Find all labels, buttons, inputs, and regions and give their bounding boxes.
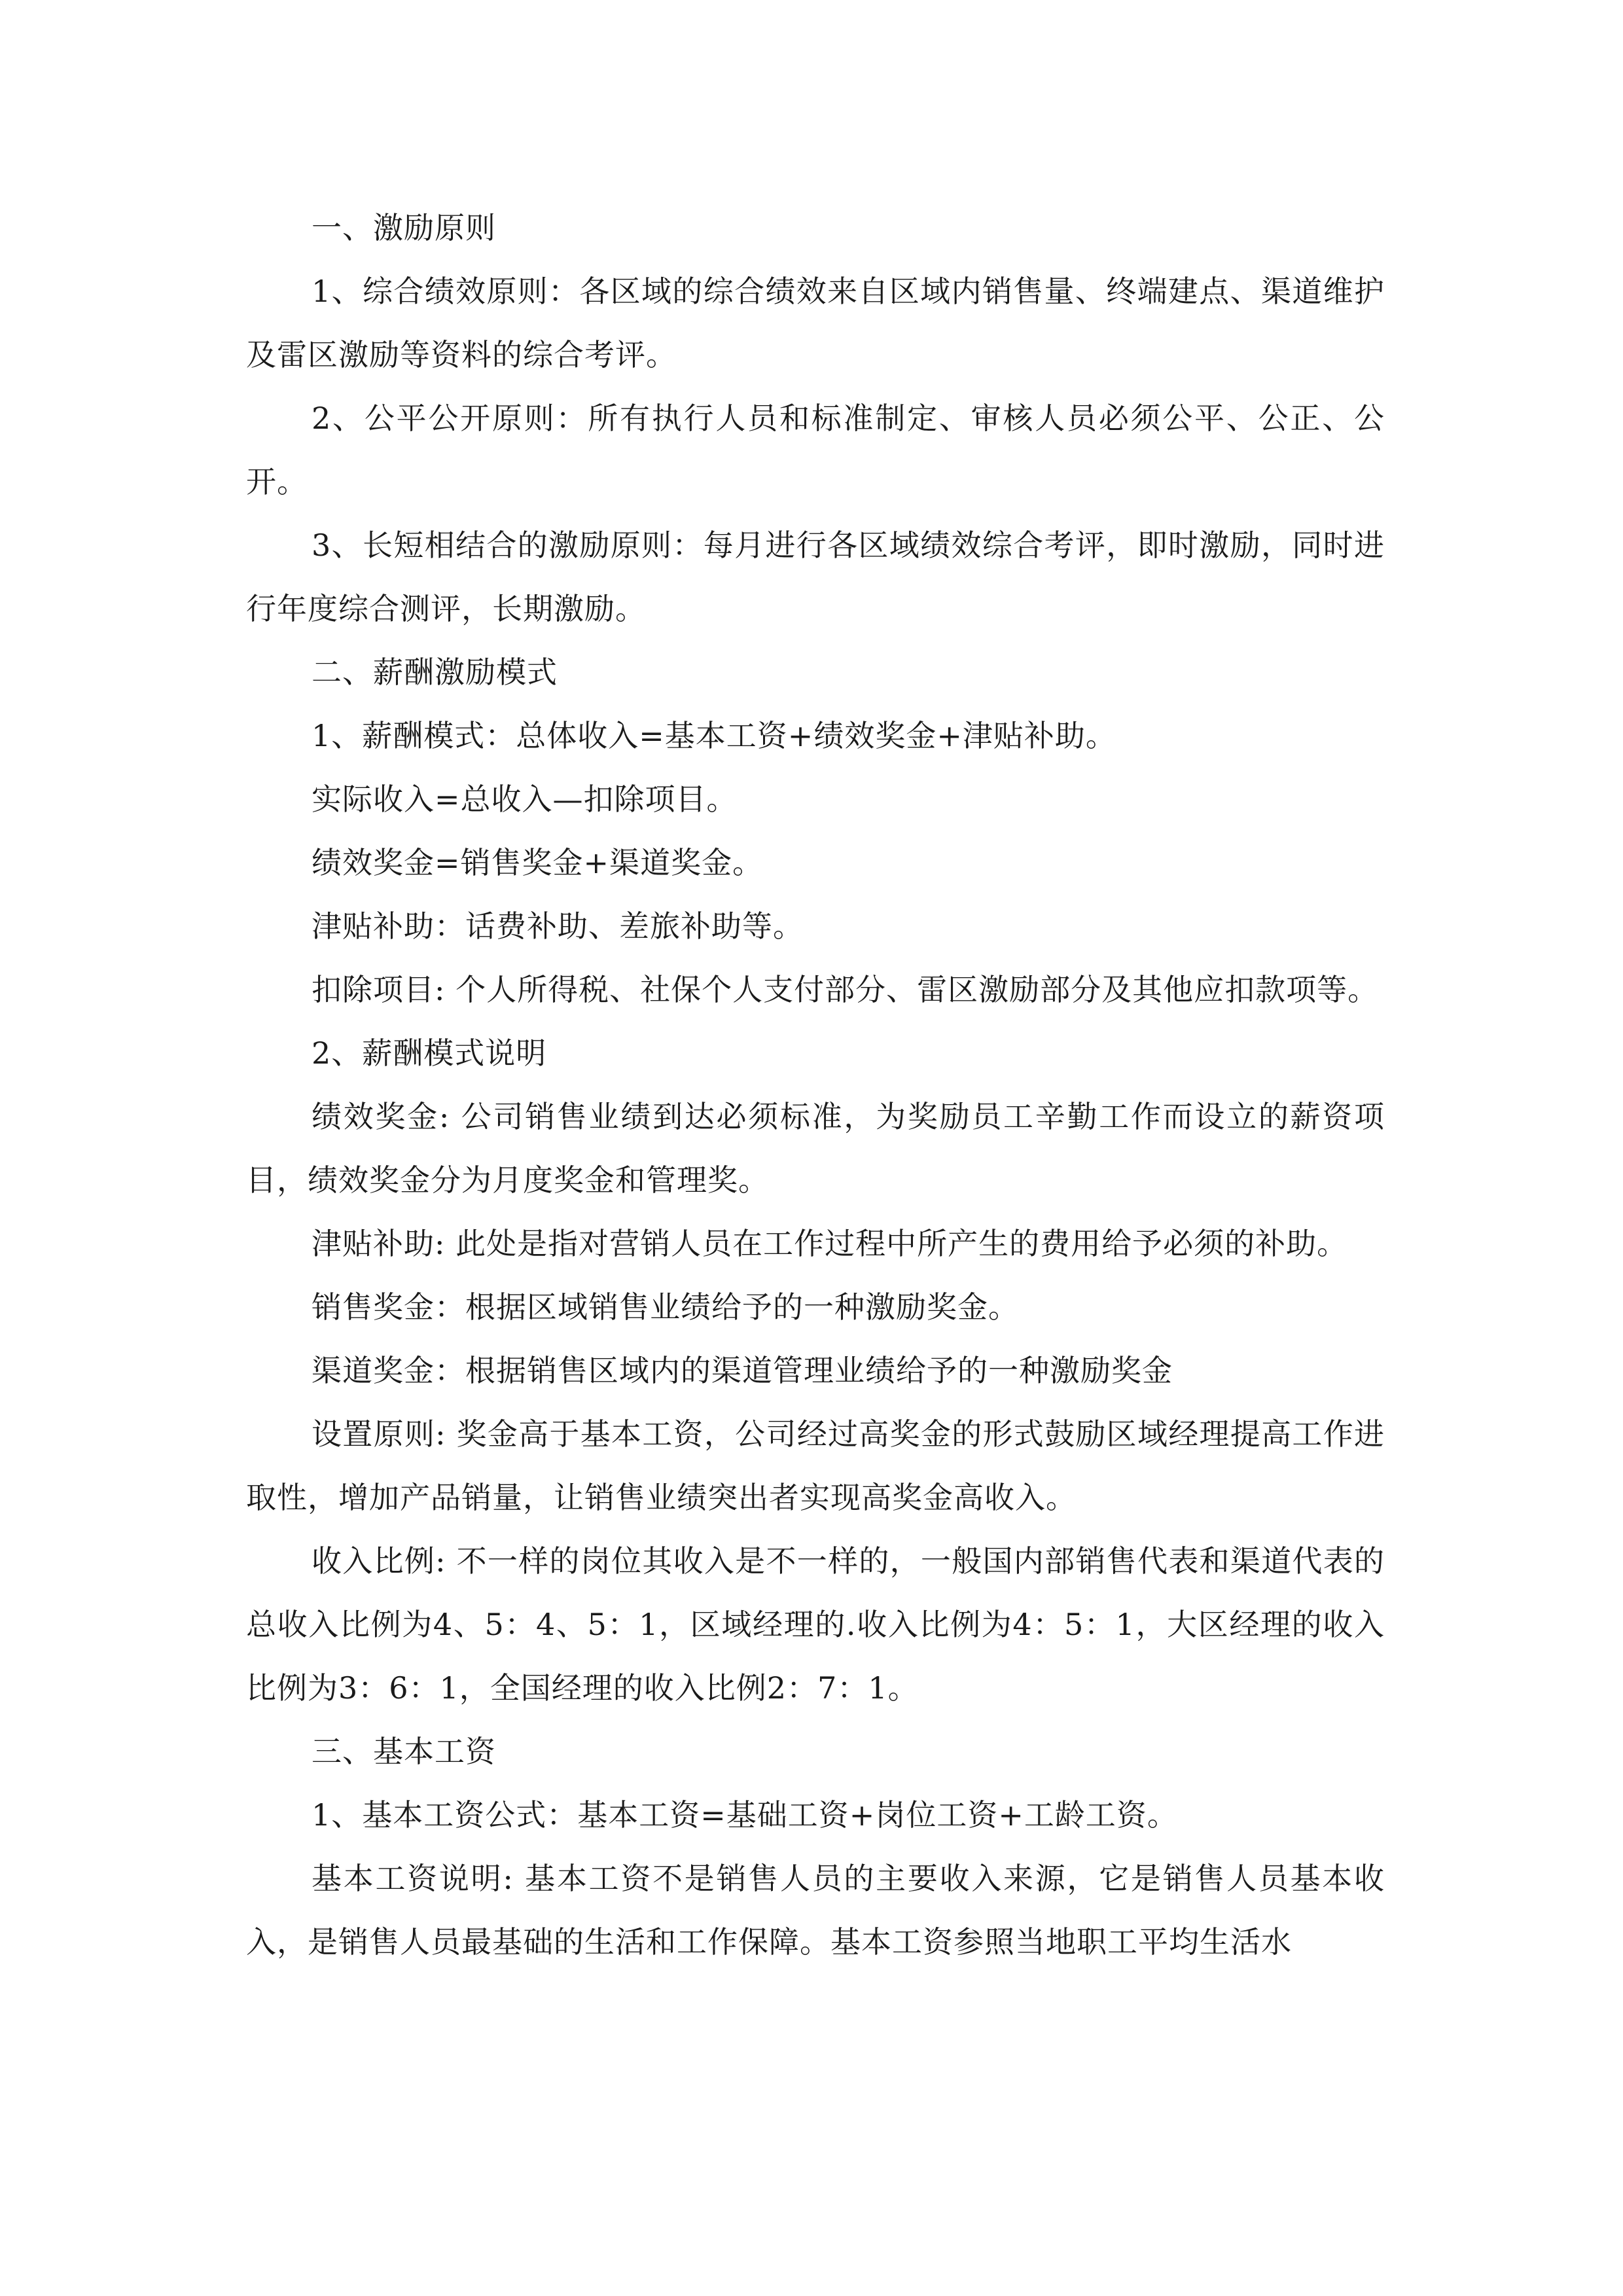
paragraph-long-short-term: 3、长短相结合的激励原则：每月进行各区域绩效综合考评，即时激励，同时进行年度综合测评，长期激励。	[246, 528, 1385, 626]
section-heading-incentive-principles: 一、激励原则	[312, 210, 496, 245]
paragraph-allowance-explanation: 津贴补助: 此处是指对营销人员在工作过程中所产生的费用给予必须的补助。	[312, 1226, 1348, 1261]
paragraph-comprehensive-performance: 1、综合绩效原则：各区域的综合绩效来自区域内销售量、终端建点、渠道维护及雷区激励等资料的综合考评。	[246, 274, 1385, 372]
paragraph-basic-salary-formula: 1、基本工资公式：基本工资=基础工资+岗位工资+工龄工资。	[312, 1797, 1178, 1833]
paragraph-performance-bonus-formula: 绩效奖金=销售奖金+渠道奖金。	[312, 845, 764, 880]
paragraph-deductions: 扣除项目: 个人所得税、社保个人支付部分、雷区激励部分及其他应扣款项等。	[312, 972, 1379, 1007]
paragraph-income-ratio: 收入比例: 不一样的岗位其收入是不一样的，一般国内部销售代表和渠道代表的总收入比例为4、5：4、5：1，区域经理的.收入比例为4：5：1，大区经理的收入比例为3：6：1，全国经理的收入比例2：7：1。	[246, 1543, 1385, 1706]
paragraph-setting-principle: 设置原则: 奖金高于基本工资，公司经过高奖金的形式鼓励区域经理提高工作进取性，增加产品销量，让销售业绩突出者实现高奖金高收入。	[246, 1416, 1385, 1515]
paragraph-channel-bonus: 渠道奖金：根据销售区域内的渠道管理业绩给予的一种激励奖金	[312, 1353, 1173, 1388]
section-heading-basic-salary: 三、基本工资	[312, 1734, 496, 1769]
section-heading-salary-mode: 二、薪酬激励模式	[312, 655, 558, 690]
document-body	[246, 196, 1385, 1974]
subheading-salary-mode-explanation: 2、薪酬模式说明	[312, 1035, 547, 1071]
paragraph-performance-bonus-explanation: 绩效奖金: 公司销售业绩到达必须标准，为奖励员工辛勤工作而设立的薪资项目，绩效奖金分为月度奖金和管理奖。	[246, 1099, 1385, 1198]
paragraph-fairness: 2、公平公开原则：所有执行人员和标准制定、审核人员必须公平、公正、公开。	[246, 401, 1385, 499]
paragraph-sales-bonus: 销售奖金：根据区域销售业绩给予的一种激励奖金。	[312, 1289, 1019, 1325]
paragraph-salary-formula: 1、薪酬模式：总体收入=基本工资+绩效奖金+津贴补助。	[312, 718, 1116, 753]
paragraph-actual-income: 实际收入=总收入—扣除项目。	[312, 781, 738, 817]
paragraph-basic-salary-explanation: 基本工资说明: 基本工资不是销售人员的主要收入来源，它是销售人员基本收入，是销售人员最基础的生活和工作保障。基本工资参照当地职工平均生活水	[246, 1861, 1385, 1960]
paragraph-allowance: 津贴补助：话费补助、差旅补助等。	[312, 908, 804, 944]
